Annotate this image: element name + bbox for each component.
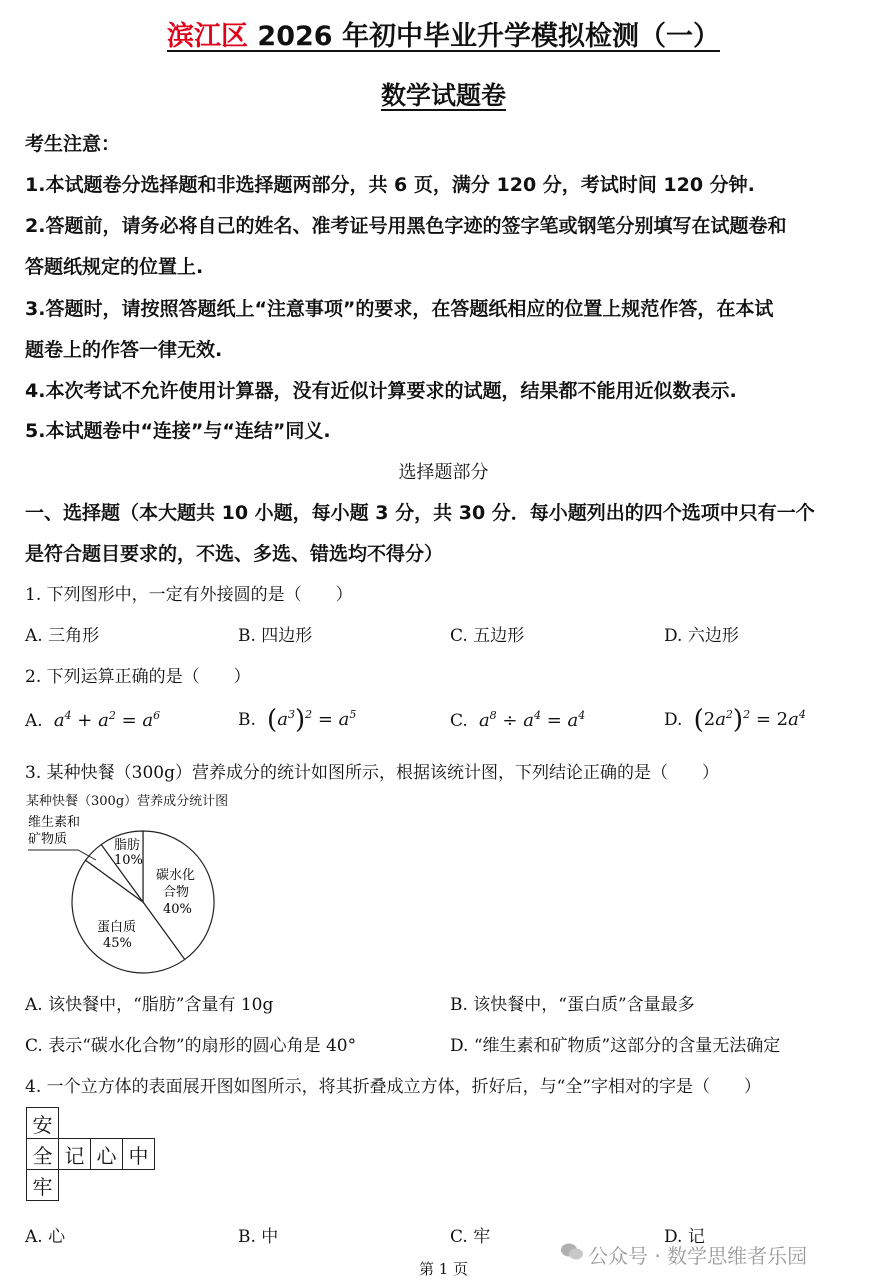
q2-stem: 2. 下列运算正确的是（ ）	[25, 667, 251, 687]
label-protein-1: 蛋白质	[97, 920, 137, 935]
label-vitamin-1: 维生素和	[28, 815, 81, 830]
q4-stem: 4. 一个立方体的表面展开图如图所示，将其折叠成立方体，折好后，与“全”字相对的字是（ ）	[25, 1077, 762, 1097]
label-fat-1: 脂肪	[114, 838, 141, 853]
title-district: 滨江区	[167, 21, 249, 52]
q2-formula-c: $a^8 \div a^4 = a^4$	[473, 709, 586, 731]
q2-option-c	[450, 709, 585, 731]
net-cell-quan: 全	[27, 1139, 59, 1170]
label-fat-2: 10%	[114, 853, 143, 868]
section-heading-line2: 是符合题目要求的，不选、多选、错选均不得分）	[25, 543, 444, 565]
label-carbs-2: 合物	[163, 885, 190, 900]
net-cell-xin: 心	[91, 1139, 123, 1170]
q2-label-a: A.	[25, 711, 43, 731]
notice-item-2: 2.答题前，请务必将自己的姓名、准考证号用黑色字迹的签字笔或钢笔分别填写在试题卷和	[25, 215, 787, 237]
notice-item-3: 3.答题时，请按照答题纸上“注意事项”的要求，在答题纸相应的位置上规范作答，在本试	[25, 298, 774, 320]
net-cell-zhong: 中	[123, 1139, 155, 1170]
label-carbs-3: 40%	[163, 902, 192, 917]
exam-subtitle: 数学试题卷	[380, 81, 506, 110]
notice-heading: 考生注意：	[25, 133, 121, 155]
label-carbs-1: 碳水化	[156, 868, 196, 883]
net-cell-bottom: 牢	[27, 1170, 59, 1201]
q4-option-a: A. 心	[25, 1227, 66, 1247]
vitamin-leader-line	[28, 850, 96, 860]
q1-option-d: D. 六边形	[664, 626, 739, 646]
title-rest: 2026 年初中毕业升学模拟检测（一）	[248, 21, 720, 52]
wechat-icon	[560, 1242, 584, 1262]
section-heading-line1: 一、选择题（本大题共 10 小题，每小题 3 分，共 30 分．每小题列出的四个选项中只有一个	[25, 502, 815, 524]
notice-item-3-cont: 题卷上的作答一律无效.	[25, 339, 223, 361]
q2-formula-b: $(a^3)^2 = a^5$	[267, 705, 357, 735]
q3-option-b: B. 该快餐中，“蛋白质”含量最多	[450, 995, 695, 1015]
notice-item-5: 5.本试题卷中“连接”与“连结”同义.	[25, 420, 331, 442]
label-vitamin-2: 矿物质	[28, 832, 68, 847]
q3-option-a: A. 该快餐中，“脂肪”含量有 10g	[25, 995, 274, 1015]
q2-formula-d: $(2a^2)^2 = 2a^4$	[693, 705, 806, 735]
watermark-text: 公众号 · 数学思维者乐园	[588, 1244, 808, 1268]
q3-stem: 3. 某种快餐（300g）营养成分的统计如图所示，根据该统计图，下列结论正确的是（ ）	[25, 763, 719, 783]
notice-item-4: 4.本次考试不允许使用计算器，没有近似计算要求的试题，结果都不能用近似数表示.	[25, 380, 737, 402]
q1-stem: 1. 下列图形中，一定有外接圆的是（ ）	[25, 585, 353, 605]
net-cell-top: 安	[27, 1108, 59, 1139]
page-number: 第 1 页	[418, 1260, 469, 1278]
q1-option-b: B. 四边形	[238, 626, 313, 646]
pie-slices	[72, 831, 214, 973]
q2-label-c: C.	[450, 711, 468, 731]
q1-option-a: A. 三角形	[25, 626, 100, 646]
net-cell-ji: 记	[59, 1139, 91, 1170]
q2-formula-a: $a^4 + a^2 = a^6$	[48, 709, 161, 731]
q2-option-a	[25, 709, 160, 731]
cube-net	[26, 1107, 155, 1201]
nutrition-pie-chart	[20, 790, 260, 980]
q3-option-d: D. “维生素和矿物质”这部分的含量无法确定	[450, 1036, 781, 1056]
q4-option-b: B. 中	[238, 1227, 279, 1247]
notice-item-2-cont: 答题纸规定的位置上.	[25, 256, 204, 278]
q4-option-d: D. 记	[664, 1227, 705, 1247]
q4-option-c: C. 牢	[450, 1227, 491, 1247]
q3-option-c: C. 表示“碳水化合物”的扇形的圆心角是 40°	[25, 1036, 357, 1056]
q2-option-b	[238, 705, 356, 735]
exam-title	[0, 14, 887, 53]
q2-option-d	[664, 705, 806, 735]
q2-label-b: B.	[238, 710, 256, 730]
section-title: 选择题部分	[398, 462, 489, 483]
label-protein-2: 45%	[103, 936, 132, 951]
q2-label-d: D.	[664, 710, 683, 730]
notice-item-1: 1.本试题卷分选择题和非选择题两部分，共 6 页，满分 120 分，考试时间 120 分钟.	[25, 174, 755, 196]
q1-option-c: C. 五边形	[450, 626, 525, 646]
chart-title: 某种快餐（300g）营养成分统计图	[26, 794, 229, 809]
